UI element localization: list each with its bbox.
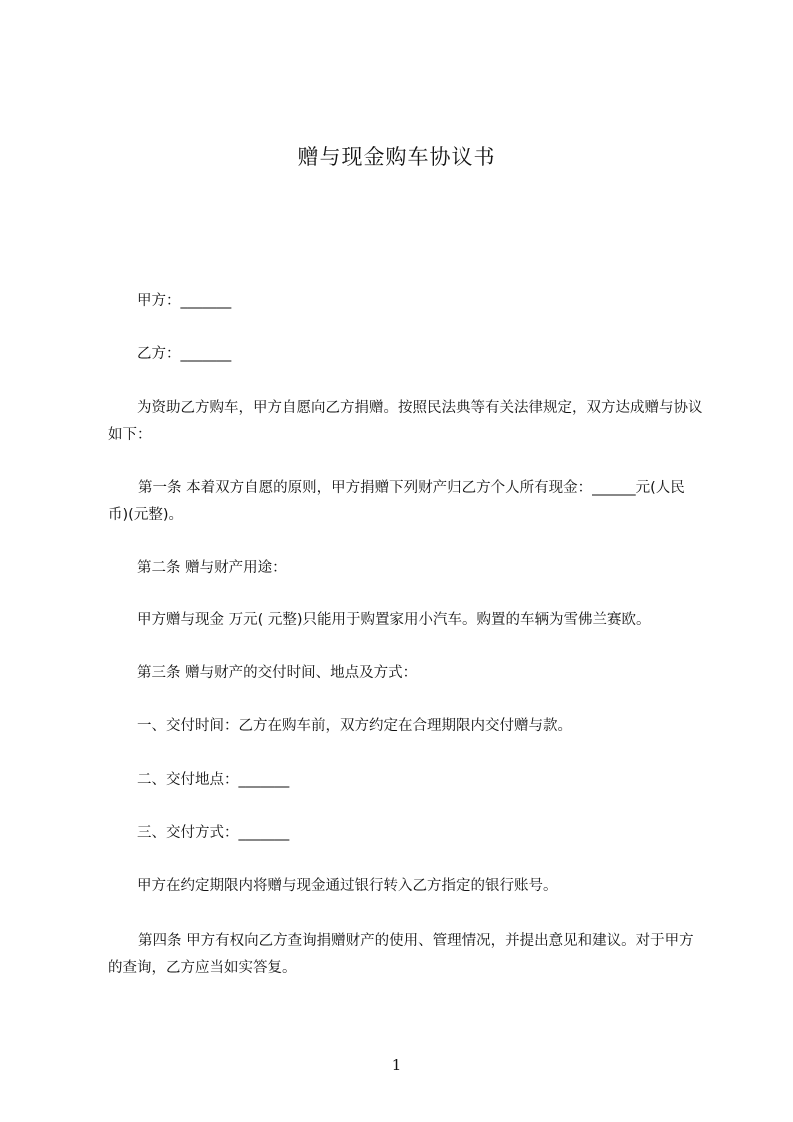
page-number: 1 xyxy=(391,1056,402,1074)
document-title: 赠与现金购车协议书 xyxy=(297,145,496,169)
delivery-note-paragraph: 甲方在约定期限内将赠与现金通过银行转入乙方指定的银行账号。 xyxy=(137,878,558,894)
article-3-heading: 第三条 赠与财产的交付时间、地点及方式： xyxy=(137,665,418,681)
article-2-heading: 第二条 赠与财产用途： xyxy=(137,560,287,576)
article-2-body: 甲方赠与现金 万元( 元整)只能用于购置家用小汽车。购置的车辆为雪佛兰赛欧。 xyxy=(137,612,651,628)
article-1-paragraph: 第一条 本着双方自愿的原则，甲方捐赠下列财产归乙方个人所有现金：______元(人民币)(元整)。 xyxy=(108,480,685,523)
delivery-place-item: 二、交付地点：_______ xyxy=(137,772,290,788)
preamble-paragraph: 为资助乙方购车，甲方自愿向乙方捐赠。按照民法典等有关法律规定，双方达成赠与协议如下： xyxy=(108,400,703,443)
party-a-line: 甲方：_______ xyxy=(137,293,232,309)
party-b-line: 乙方：_______ xyxy=(137,346,232,362)
delivery-method-item: 三、交付方式：_______ xyxy=(137,825,290,841)
delivery-time-item: 一、交付时间：乙方在购车前，双方约定在合理期限内交付赠与款。 xyxy=(137,718,572,734)
article-4-paragraph: 第四条 甲方有权向乙方查询捐赠财产的使用、管理情况，并提出意见和建议。对于甲方的查询，乙方应当如实答复。 xyxy=(108,933,694,976)
